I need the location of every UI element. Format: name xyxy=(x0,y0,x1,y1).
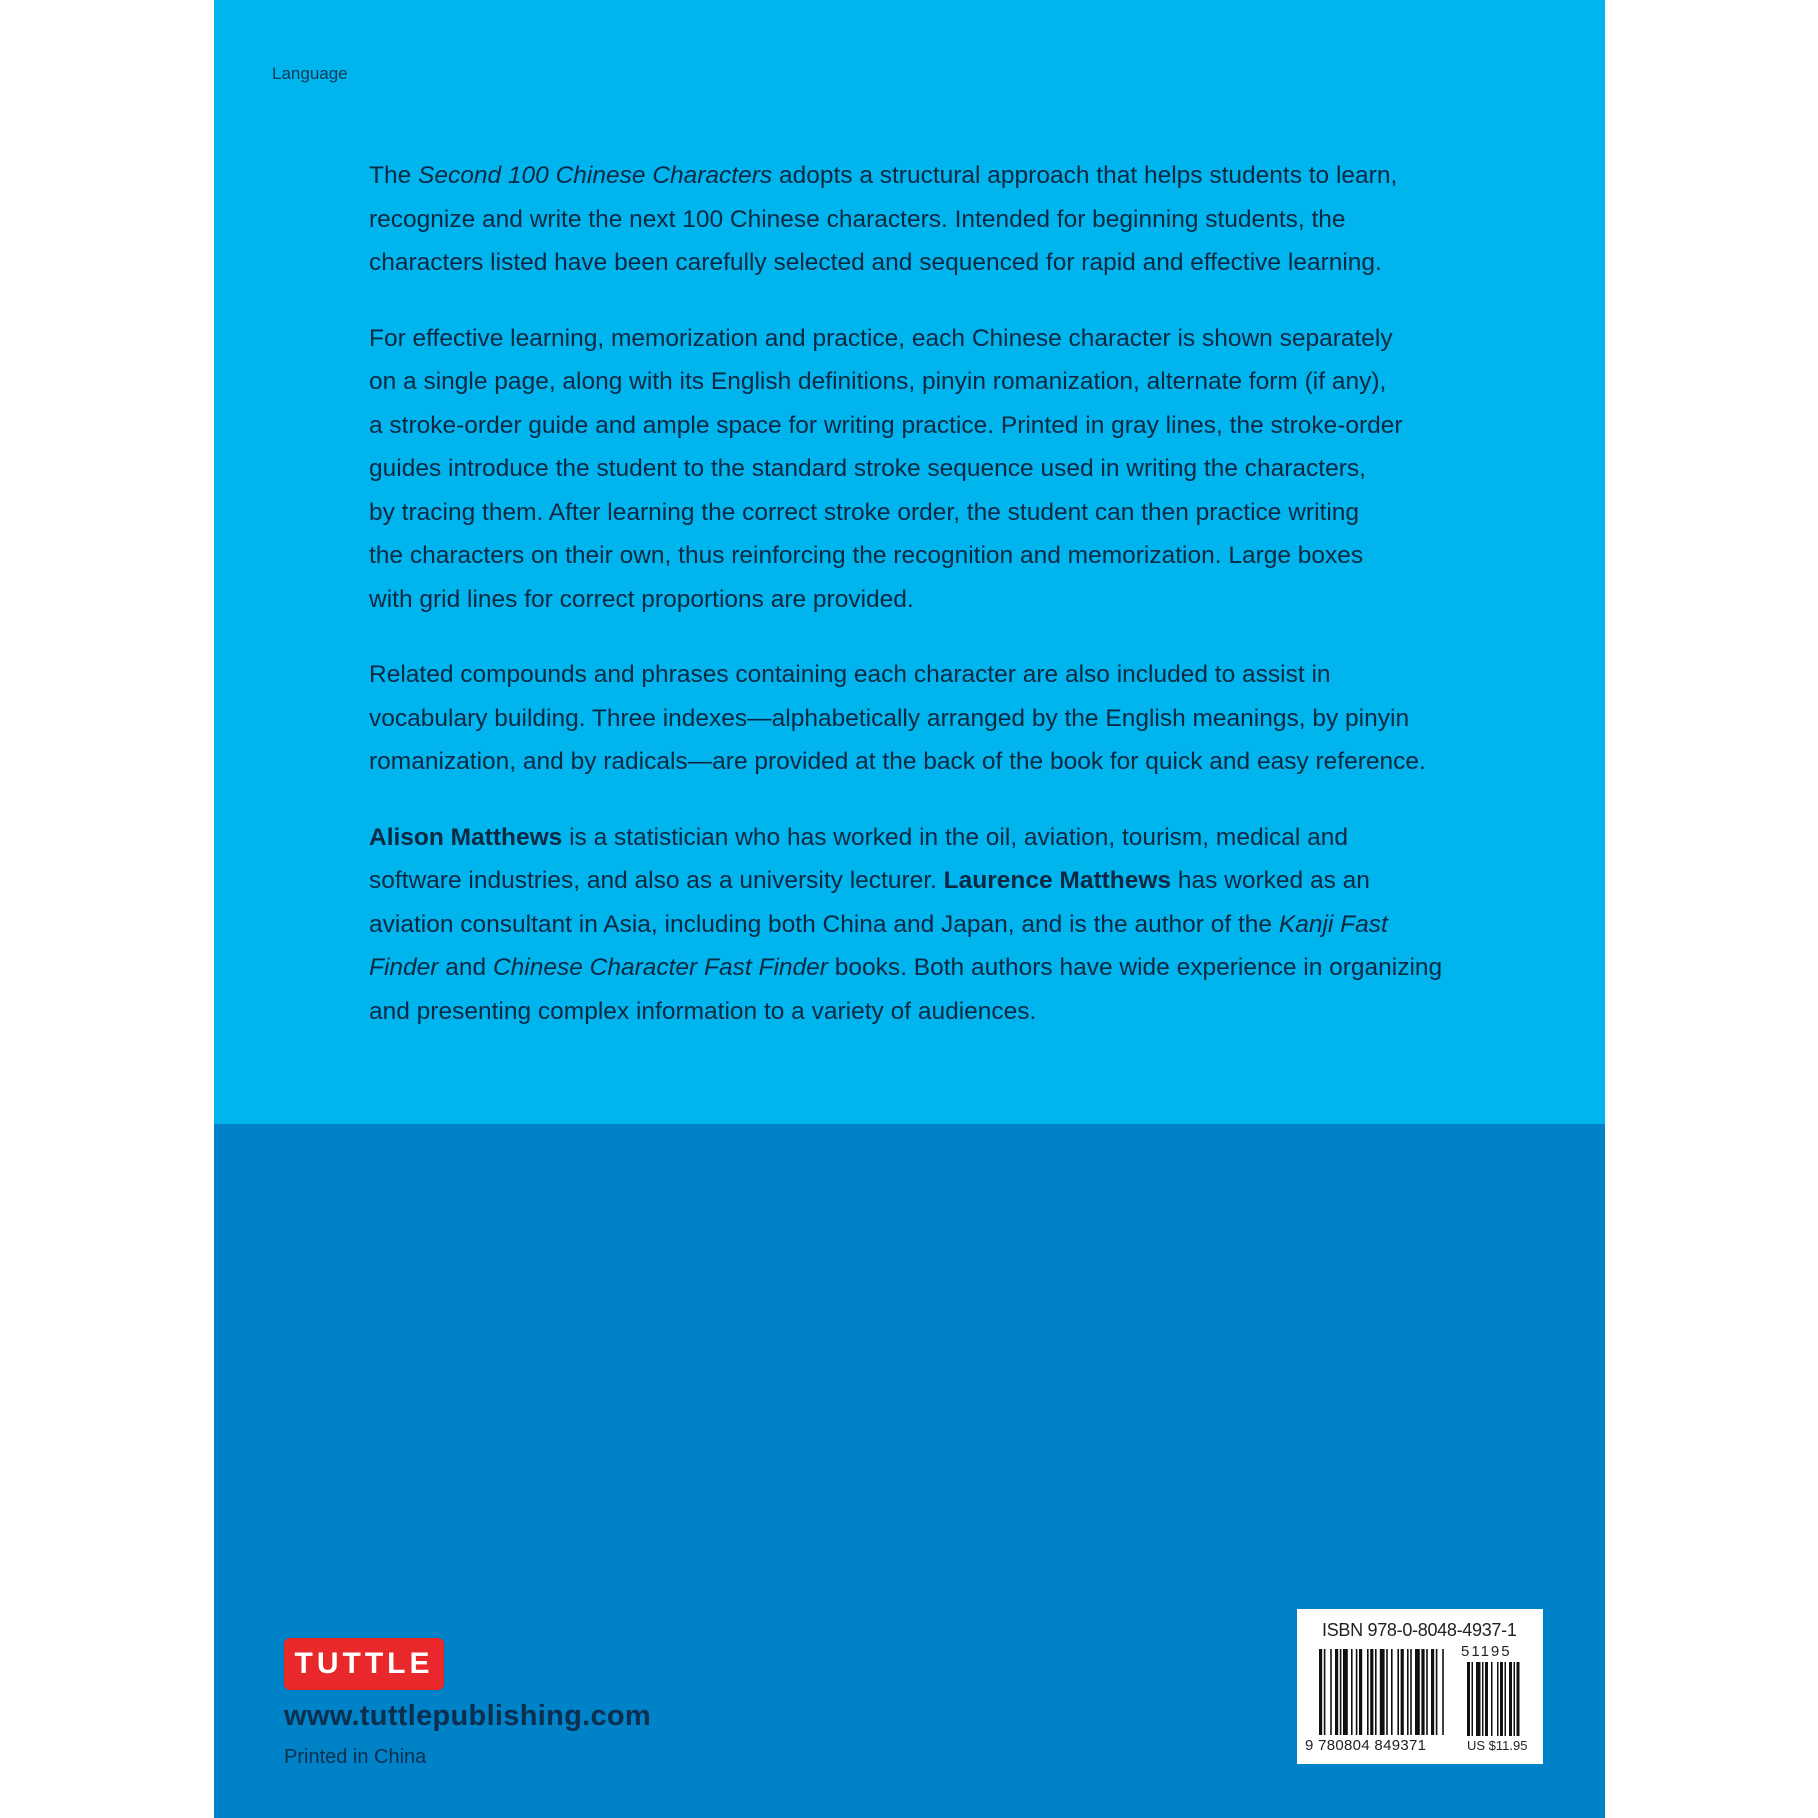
paragraph-line: the characters on their own, thus reinforcing the recognition and memorization. Large boxes xyxy=(369,542,1364,569)
paragraph-text: books. Both authors have wide experience in organizing xyxy=(827,954,1443,981)
paragraph-text: recognize and write the next 100 Chinese characters. Intended for beginning students, the xyxy=(369,205,1346,233)
paragraph-line: For effective learning, memorization and practice, each Chinese character is shown separately xyxy=(369,324,1393,352)
description-paragraph-1 xyxy=(369,154,1505,285)
paragraph-text: has worked as an xyxy=(1171,867,1370,894)
paragraph-text: adopts a structural approach that helps students to learn, xyxy=(772,162,1398,189)
author-name-laurence: Laurence Matthews xyxy=(943,867,1172,894)
isbn-number: ISBN 978-0-8048-4937-1 xyxy=(1322,1620,1517,1640)
barcode-digits: 9 780804 849371 xyxy=(1305,1737,1427,1754)
paragraph-line: with grid lines for correct proportions are provided. xyxy=(369,585,914,613)
category-label: Language xyxy=(272,64,348,83)
price-code: 51195 xyxy=(1461,1643,1512,1660)
back-cover xyxy=(214,0,1605,1818)
publisher-website[interactable]: www.tuttlepublishing.com xyxy=(284,1700,651,1732)
paragraph-text: characters listed have been carefully selected and sequenced for rapid and effective learning. xyxy=(369,249,1382,276)
book-title-kanji-cont: Finder xyxy=(369,954,439,981)
description-paragraph-2 xyxy=(369,317,1505,622)
paragraph-line: guides introduce the student to the standard stroke sequence used in writing the characters, xyxy=(369,455,1366,482)
tuttle-logo: TUTTLE xyxy=(284,1638,444,1690)
paragraph-text: is a statistician who has worked in the oil, aviation, tourism, medical and xyxy=(562,823,1349,851)
paragraph-text: software industries, and also as a university lecturer. xyxy=(369,867,944,894)
paragraph-text: and presenting complex information to a variety of audiences. xyxy=(369,997,1037,1025)
paragraph-text: and xyxy=(438,954,493,981)
paragraph-text: The xyxy=(369,162,419,189)
paragraph-line: vocabulary building. Three indexes—alphabetically arranged by the English meanings, by pinyin xyxy=(369,704,1410,732)
paragraph-line: by tracing them. After learning the correct stroke order, the student can then practice writing xyxy=(369,498,1360,526)
book-description xyxy=(369,154,1505,1065)
book-title-kanji: Kanji Fast xyxy=(1278,910,1388,938)
printed-in-label: Printed in China xyxy=(284,1746,427,1768)
paragraph-line: a stroke-order guide and ample space for writing practice. Printed in gray lines, the stroke-order xyxy=(369,411,1403,439)
book-title: Second 100 Chinese Characters xyxy=(418,162,773,189)
paragraph-line: romanization, and by radicals—are provided at the back of the book for quick and easy reference. xyxy=(369,748,1426,775)
author-bio xyxy=(369,816,1505,1034)
paragraph-line: on a single page, along with its English definitions, pinyin romanization, alternate form (if any), xyxy=(369,368,1387,395)
isbn-barcode xyxy=(1297,1609,1543,1764)
book-title-chinese-fast-finder: Chinese Character Fast Finder xyxy=(492,954,828,981)
paragraph-line: Related compounds and phrases containing each character are also included to assist in xyxy=(369,661,1331,688)
paragraph-text: aviation consultant in Asia, including both China and Japan, and is the author of the xyxy=(369,910,1279,938)
author-name-alison: Alison Matthews xyxy=(369,823,563,851)
description-paragraph-3 xyxy=(369,653,1505,784)
price-label: US $11.95 xyxy=(1467,1738,1528,1753)
